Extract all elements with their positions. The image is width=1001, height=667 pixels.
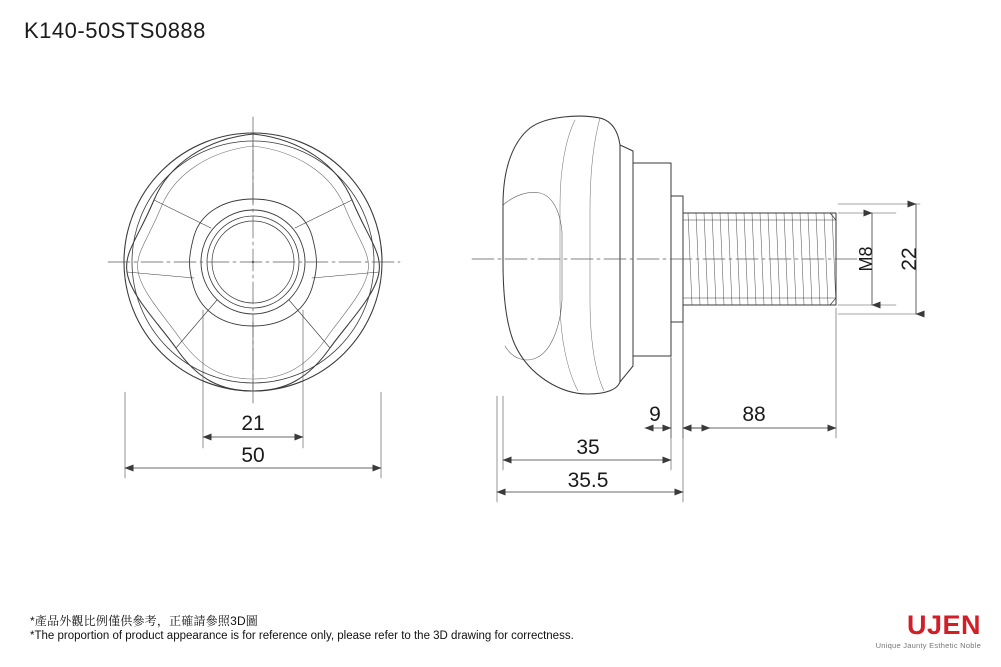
dimension-label-9: 9	[649, 403, 661, 426]
dimension-label-22: 22	[898, 247, 921, 271]
brand-name: UJEN	[906, 610, 981, 640]
dimension-label-21: 21	[241, 412, 265, 435]
dimension-label-88: 88	[742, 403, 766, 426]
brand-tagline: Unique Jaunty Esthetic Noble	[875, 641, 981, 650]
dimension-label-35: 35	[576, 436, 600, 459]
dimension-label-50: 50	[241, 444, 265, 467]
front-view-centerline	[108, 117, 400, 407]
footnote-chinese: *產品外觀比例僅供參考，正確請參照3D圖	[30, 614, 259, 628]
dimension-label-35-5: 35.5	[567, 469, 609, 492]
footnote-english: *The proportion of product appearance is for reference only, please refer to the 3D drawing for correctness.	[30, 630, 574, 642]
page-title: K140-50STS0888	[24, 18, 206, 43]
dimension-label-m8: M8	[856, 246, 876, 272]
side-view-geometry	[503, 116, 836, 394]
brand-logo	[876, 612, 981, 650]
